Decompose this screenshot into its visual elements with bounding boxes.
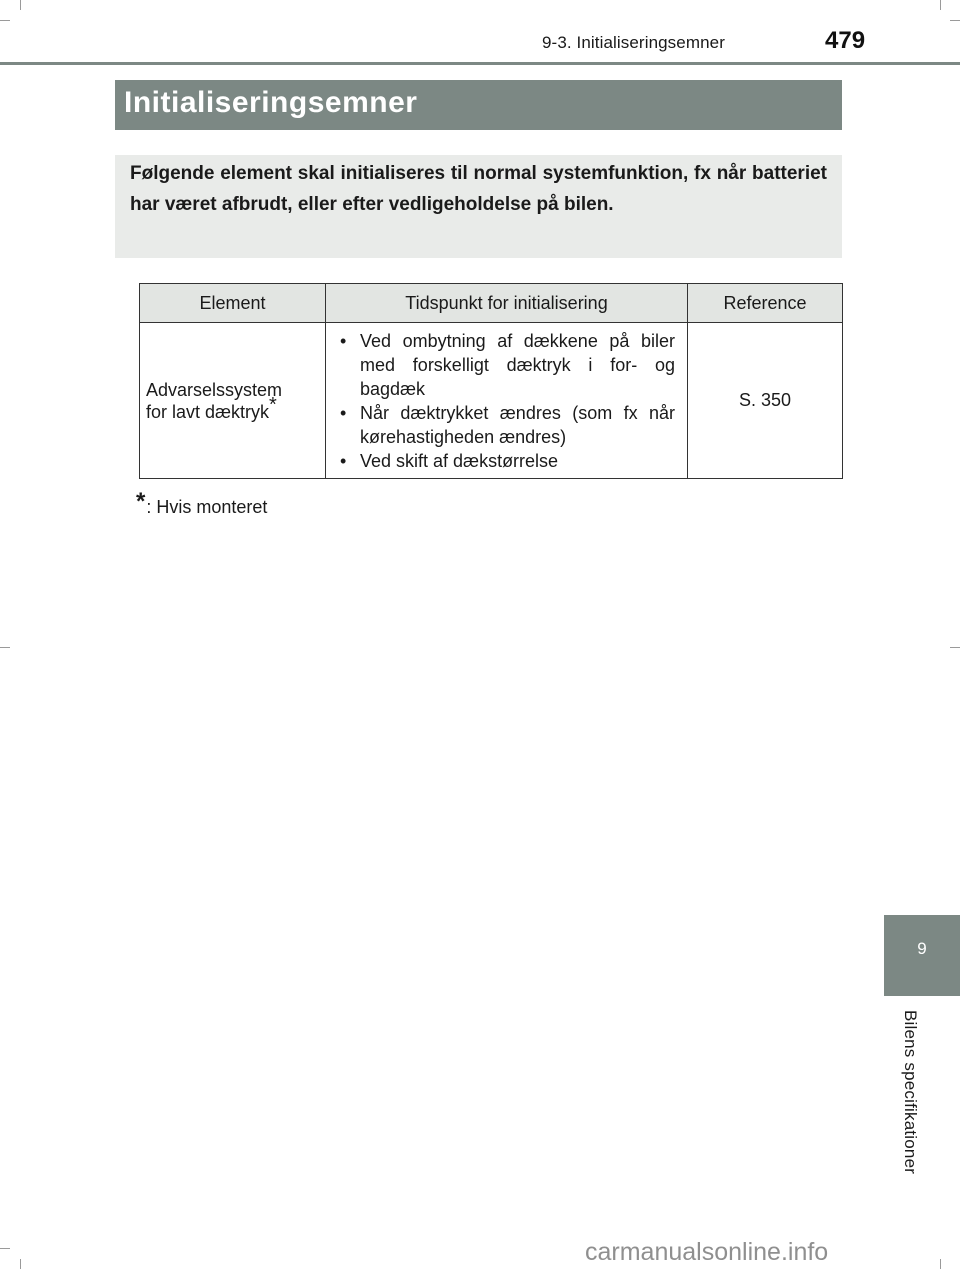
page-title: Initialiseringsemner bbox=[124, 86, 418, 119]
intro-text: Følgende element skal initialiseres til normal systemfunktion, fx når batteriet har været afbrudt, eller efter vedligeholdelse på bilen. bbox=[130, 163, 827, 215]
footnote-text: : Hvis monteret bbox=[146, 497, 268, 517]
element-name-line1: Advarselssystem bbox=[146, 379, 283, 400]
reference-cell: S. 350 bbox=[688, 323, 843, 479]
crop-mark bbox=[0, 20, 10, 21]
intro-box bbox=[115, 155, 842, 258]
list-item: • Ved ombytning af dækkene på biler med forskelligt dæktryk i for- og bagdæk bbox=[338, 329, 675, 401]
crop-mark bbox=[950, 647, 960, 648]
crop-mark bbox=[20, 0, 21, 10]
initialization-table bbox=[139, 283, 843, 479]
crop-mark bbox=[0, 647, 10, 648]
column-header-reference: Reference bbox=[688, 284, 843, 323]
crop-mark bbox=[940, 1259, 941, 1269]
crop-mark bbox=[950, 20, 960, 21]
chapter-number: 9 bbox=[917, 939, 927, 958]
timing-list bbox=[338, 329, 675, 473]
element-name-line2: for lavt dæktryk bbox=[146, 401, 270, 422]
table-row bbox=[140, 323, 843, 479]
timing-cell bbox=[326, 323, 688, 479]
footnote-marker: * bbox=[136, 488, 146, 515]
crop-mark bbox=[940, 0, 941, 10]
table-header-row bbox=[140, 284, 843, 323]
page-number: 479 bbox=[825, 27, 866, 54]
section-header: 9-3. Initialiseringsemner bbox=[542, 33, 725, 52]
list-item: • Når dæktrykket ændres (som fx når kørehastigheden ændres) bbox=[338, 401, 675, 449]
element-cell bbox=[140, 323, 326, 479]
column-header-element: Element bbox=[140, 284, 326, 323]
header-rule bbox=[0, 62, 960, 65]
footnote-marker: * bbox=[269, 393, 277, 416]
watermark: carmanualsonline.info bbox=[585, 1238, 829, 1266]
footnote bbox=[136, 488, 267, 518]
list-item: • Ved skift af dækstørrelse bbox=[338, 449, 675, 473]
column-header-timing: Tidspunkt for initialisering bbox=[326, 284, 688, 323]
crop-mark bbox=[20, 1259, 21, 1269]
title-bar bbox=[115, 80, 842, 130]
chapter-tab bbox=[884, 915, 960, 996]
chapter-label: Bilens specifikationer bbox=[901, 1010, 920, 1175]
crop-mark bbox=[0, 1248, 10, 1249]
